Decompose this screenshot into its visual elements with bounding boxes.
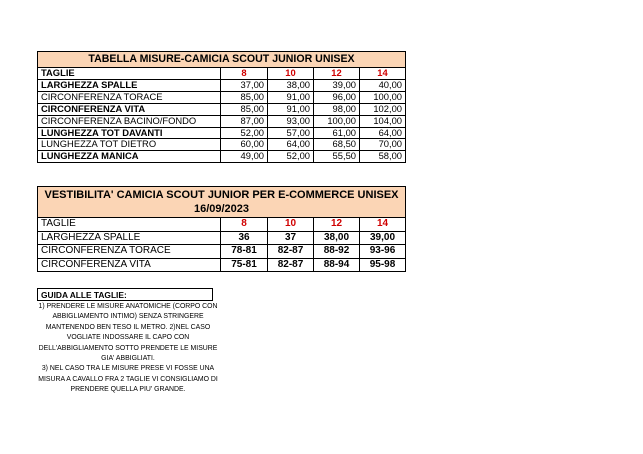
cell: 37,00 xyxy=(221,79,268,91)
header-label: TAGLIE xyxy=(38,218,221,232)
cell: 64,00 xyxy=(268,139,314,151)
cell: 85,00 xyxy=(221,91,268,103)
guide-paragraph: 3) NEL CASO TRA LE MISURE PRESE VI FOSSE UNA MISURA A CAVALLO FRA 2 TAGLIE VI CONSIGLIAMO DI PRENDERE QUELLA PIU' GRANDE. xyxy=(38,365,218,394)
table-row xyxy=(38,91,406,103)
size-guide-heading: GUIDA ALLE TAGLIE: xyxy=(37,288,213,301)
fit-table xyxy=(37,186,406,272)
cell: 93,00 xyxy=(268,115,314,127)
size-8: 8 xyxy=(221,68,268,80)
cell: 55,50 xyxy=(314,151,360,163)
cell: 88-92 xyxy=(314,245,360,259)
cell: 57,00 xyxy=(268,127,314,139)
cell: 88-94 xyxy=(314,258,360,272)
table-row xyxy=(38,151,406,163)
cell: 100,00 xyxy=(314,115,360,127)
cell: 49,00 xyxy=(221,151,268,163)
size-14: 14 xyxy=(360,218,406,232)
cell: 104,00 xyxy=(360,115,406,127)
guide-paragraph: 1) PRENDERE LE MISURE ANATOMICHE (CORPO CON ABBIGLIAMENTO INTIMO) SENZA STRINGERE MANTENENDO BEN TESO IL METRO. 2)NEL CASO VOGLIATE INDOSSARE IL CAPO CON DELL'ABBIGLIAMENTO SOTTO PRENDETE LE MISURE GIA' ABBIGLIATI. xyxy=(38,303,218,363)
cell: 36 xyxy=(221,231,268,245)
row-label: LUNGHEZZA TOT DAVANTI xyxy=(38,127,221,139)
cell: 82-87 xyxy=(268,258,314,272)
cell: 95-98 xyxy=(360,258,406,272)
size-8: 8 xyxy=(221,218,268,232)
cell: 38,00 xyxy=(314,231,360,245)
size-14: 14 xyxy=(360,68,406,80)
cell: 61,00 xyxy=(314,127,360,139)
size-table-title: TABELLA MISURE-CAMICIA SCOUT JUNIOR UNISEX xyxy=(38,52,406,68)
table-row xyxy=(38,139,406,151)
table-row xyxy=(38,127,406,139)
cell: 93-96 xyxy=(360,245,406,259)
cell: 39,00 xyxy=(360,231,406,245)
cell: 58,00 xyxy=(360,151,406,163)
cell: 37 xyxy=(268,231,314,245)
cell: 82-87 xyxy=(268,245,314,259)
cell: 91,00 xyxy=(268,91,314,103)
fit-title-date: 16/09/2023 xyxy=(193,203,250,215)
cell: 38,00 xyxy=(268,79,314,91)
cell: 78-81 xyxy=(221,245,268,259)
table-row xyxy=(38,258,406,272)
row-label: LUNGHEZZA TOT DIETRO xyxy=(38,139,221,151)
fit-table-title xyxy=(38,187,406,218)
table-row xyxy=(38,115,406,127)
cell: 87,00 xyxy=(221,115,268,127)
cell: 60,00 xyxy=(221,139,268,151)
row-label: CIRCONFERENZA TORACE xyxy=(38,245,221,259)
cell: 70,00 xyxy=(360,139,406,151)
row-label: CIRCONFERENZA TORACE xyxy=(38,91,221,103)
size-12: 12 xyxy=(314,218,360,232)
cell: 102,00 xyxy=(360,103,406,115)
size-10: 10 xyxy=(268,218,314,232)
row-label: CIRCONFERENZA BACINO/FONDO xyxy=(38,115,221,127)
table-header-row xyxy=(38,68,406,80)
row-label: CIRCONFERENZA VITA xyxy=(38,258,221,272)
table-header-row xyxy=(38,218,406,232)
table-row xyxy=(38,245,406,259)
cell: 64,00 xyxy=(360,127,406,139)
table-row xyxy=(38,231,406,245)
row-label: CIRCONFERENZA VITA xyxy=(38,103,221,115)
size-guide-text xyxy=(37,302,219,396)
size-table xyxy=(37,51,406,163)
cell: 52,00 xyxy=(268,151,314,163)
size-10: 10 xyxy=(268,68,314,80)
row-label: LARGHEZZA SPALLE xyxy=(38,79,221,91)
cell: 40,00 xyxy=(360,79,406,91)
table-row xyxy=(38,103,406,115)
cell: 85,00 xyxy=(221,103,268,115)
cell: 96,00 xyxy=(314,91,360,103)
cell: 98,00 xyxy=(314,103,360,115)
cell: 91,00 xyxy=(268,103,314,115)
cell: 75-81 xyxy=(221,258,268,272)
table-row xyxy=(38,79,406,91)
cell: 100,00 xyxy=(360,91,406,103)
header-label: TAGLIE xyxy=(38,68,221,80)
row-label: LARGHEZZA SPALLE xyxy=(38,231,221,245)
fit-title-line1: VESTIBILITA' CAMICIA SCOUT JUNIOR PER E-COMMERCE UNISEX xyxy=(44,189,399,201)
size-12: 12 xyxy=(314,68,360,80)
row-label: LUNGHEZZA MANICA xyxy=(38,151,221,163)
cell: 39,00 xyxy=(314,79,360,91)
cell: 68,50 xyxy=(314,139,360,151)
cell: 52,00 xyxy=(221,127,268,139)
